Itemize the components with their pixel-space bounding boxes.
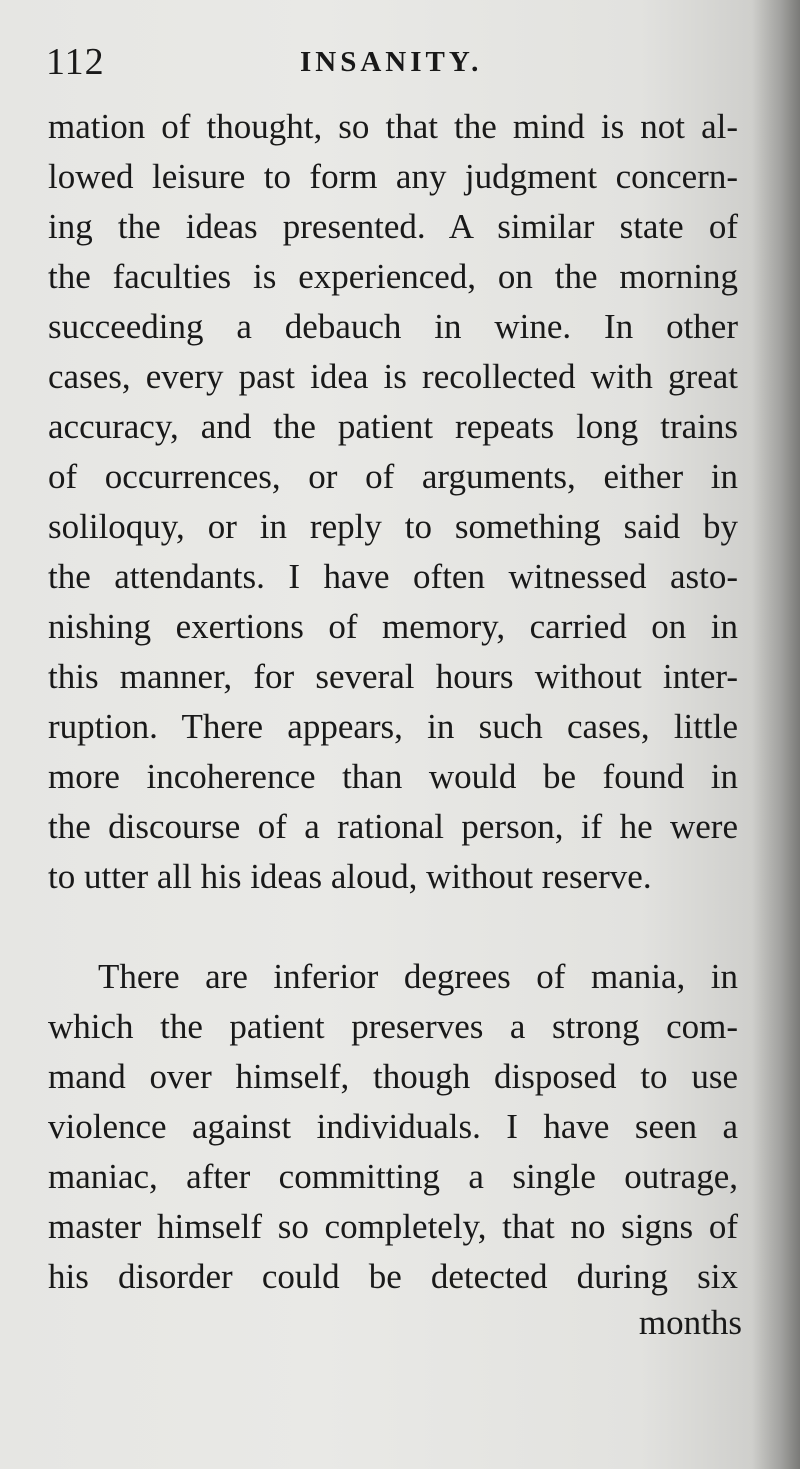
text-line: accuracy, and the patient repeats long trains bbox=[48, 407, 738, 446]
text-line: lowed leisure to form any judgment concern- bbox=[48, 157, 738, 196]
text-line: the attendants. I have often witnessed asto- bbox=[48, 557, 738, 596]
text-line: soliloquy, or in reply to something said by bbox=[48, 507, 738, 546]
paragraph-2 bbox=[48, 952, 738, 1302]
text-line: violence against individuals. I have seen a bbox=[48, 1107, 738, 1146]
text-line: succeeding a debauch in wine. In other bbox=[48, 307, 738, 346]
catchword: months bbox=[638, 1303, 742, 1342]
text-line: which the patient preserves a strong com- bbox=[48, 1007, 738, 1046]
text-line: to utter all his ideas aloud, without reserve. bbox=[48, 857, 652, 896]
text-line: ing the ideas presented. A similar state of bbox=[48, 207, 738, 246]
text-line: the faculties is experienced, on the morning bbox=[48, 257, 738, 296]
page-edge-shadow bbox=[752, 0, 800, 1469]
text-line: of occurrences, or of arguments, either in bbox=[48, 457, 738, 496]
body-text bbox=[48, 102, 738, 1302]
text-line: the discourse of a rational person, if he were bbox=[48, 807, 738, 846]
text-line: There are inferior degrees of mania, in bbox=[98, 957, 738, 996]
page-number: 112 bbox=[46, 41, 105, 83]
text-line: maniac, after committing a single outrage, bbox=[48, 1157, 738, 1196]
text-line: his disorder could be detected during six bbox=[48, 1257, 738, 1296]
text-line: this manner, for several hours without inter- bbox=[48, 657, 738, 696]
running-head: INSANITY. bbox=[300, 46, 483, 78]
text-line: nishing exertions of memory, carried on in bbox=[48, 607, 738, 646]
page-header bbox=[46, 40, 746, 100]
text-line: mand over himself, though disposed to use bbox=[48, 1057, 738, 1096]
text-line: mation of thought, so that the mind is not al- bbox=[48, 107, 738, 146]
text-line: cases, every past idea is recollected with great bbox=[48, 357, 738, 396]
text-line: master himself so completely, that no signs of bbox=[48, 1207, 738, 1246]
text-line: ruption. There appears, in such cases, little bbox=[48, 707, 738, 746]
paragraph-spacer bbox=[48, 902, 738, 952]
text-line: more incoherence than would be found in bbox=[48, 757, 738, 796]
paragraph-1 bbox=[48, 102, 738, 902]
